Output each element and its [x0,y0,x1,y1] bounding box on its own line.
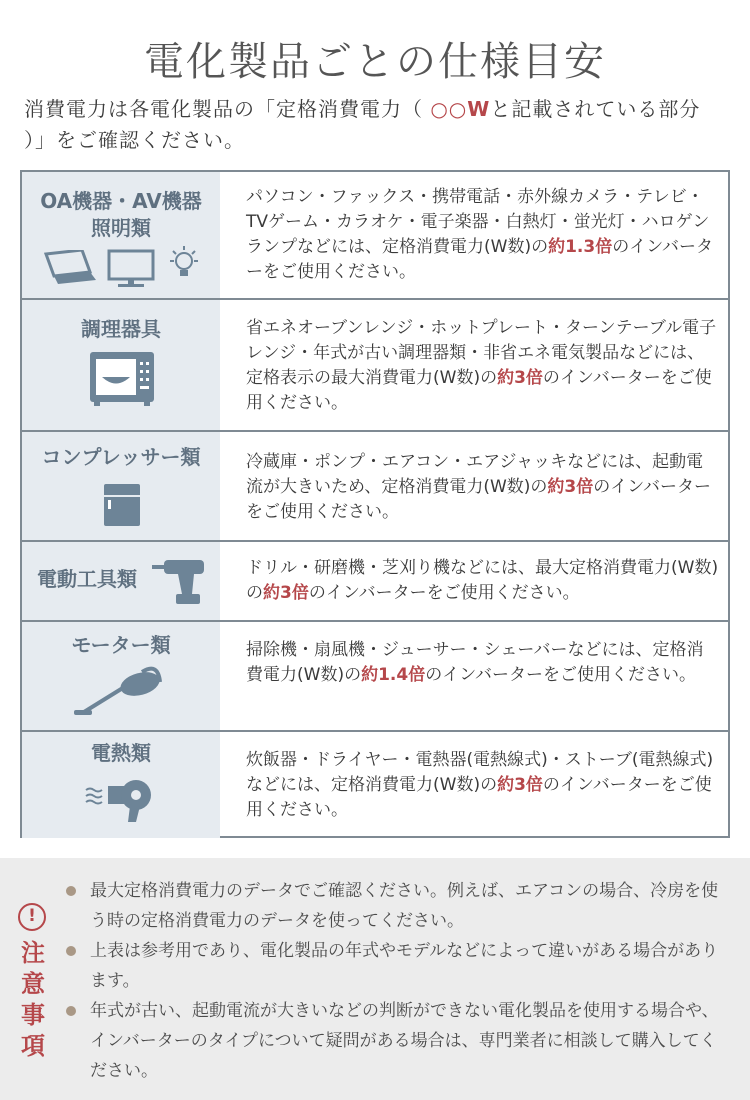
hair-dryer-icon [84,774,164,824]
multiplier-highlight: 約3倍 [497,775,543,795]
category-cell [22,732,220,838]
intro-text: 消費電力は各電化製品の「定格消費電力（ ○○Wと記載されている部分 ）」をご確認ください。 [24,97,701,152]
notes-label: 注 意 事 項 [21,939,45,1060]
power-drill-icon [152,556,210,608]
multiplier-highlight: 約3倍 [263,583,309,603]
table-row [22,172,728,300]
vacuum-cleaner-icon [72,662,168,720]
watt-placeholder: ○○W [430,97,491,121]
category-cell [22,432,220,540]
spec-table [20,170,730,838]
category-label: 調理器具 [81,317,161,341]
multiplier-highlight: 約1.3倍 [548,237,613,257]
table-row [22,542,728,622]
table-row [22,732,728,838]
note-item: 最大定格消費電力のデータでご確認ください。例えば、エアコンの場合、冷房を使う時の定格消費電力のデータを使ってください。 [66,876,731,936]
note-item: 年式が古い、起動電流が大きいなどの判断ができない電化製品を使用する場合や、インバーターのタイプについて疑問がある場合は、専門業者に相談して購入してください。 [66,996,731,1086]
description-cell: 掃除機・扇風機・ジューサー・シェーバーなどには、定格消費電力(W数)の約1.4倍のインバーターをご使用ください。 [246,640,704,685]
category-cell [22,172,220,298]
microwave-icon [88,350,156,410]
note-item: 上表は参考用であり、電化製品の年式やモデルなどによって違いがある場合があります。 [66,936,731,996]
table-row [22,622,728,732]
table-row [22,300,728,432]
multiplier-highlight: 約3倍 [497,368,543,388]
tv-monitor-icon [106,248,156,290]
category-label: コンプレッサー類 [41,445,201,469]
description-cell: 省エネオーブンレンジ・ホットプレート・ターンテーブル電子レンジ・年式が古い調理器類・非省エネ電気製品などには、定格表示の最大消費電力(W数)の約3倍のインバーターをご使用ください。 [246,318,717,413]
category-cell [22,622,220,730]
description-cell: 炊飯器・ドライヤー・電熱器(電熱線式)・ストーブ(電熱線式)などには、定格消費電力(W数)の約3倍のインバーターをご使用ください。 [246,750,714,820]
bullet-dot [66,1006,76,1016]
laptop-icon [42,250,98,286]
category-cell [22,300,220,430]
light-bulb-icon [166,244,202,286]
bullet-dot [66,946,76,956]
category-cell [22,542,220,620]
page-title: 電化製品ごとの仕様目安 [144,39,606,85]
description-cell: パソコン・ファックス・携帯電話・赤外線カメラ・テレビ・TVゲーム・カラオケ・電子楽器・白熱灯・蛍光灯・ハロゲンランプなどには、定格消費電力(W数)の約1.3倍のインバーターをご使用ください。 [246,187,714,282]
notes-section [0,858,750,1100]
category-label: OA機器・AV機器 照明類 [40,189,202,240]
description-cell: ドリル・研磨機・芝刈り機などには、最大定格消費電力(W数)の約3倍のインバーターをご使用ください。 [246,558,719,603]
multiplier-highlight: 約1.4倍 [361,665,426,685]
category-label: 電熱類 [91,741,151,765]
category-label: モーター類 [71,633,171,657]
refrigerator-icon [102,482,142,528]
category-label: 電動工具類 [37,567,137,591]
bullet-dot [66,886,76,896]
exclamation-circle-icon: ! [18,903,46,931]
description-cell: 冷蔵庫・ポンプ・エアコン・エアジャッキなどには、起動電流が大きいため、定格消費電力(W数)の約3倍のインバーターをご使用ください。 [246,452,712,522]
multiplier-highlight: 約3倍 [547,477,594,497]
table-row [22,432,728,542]
